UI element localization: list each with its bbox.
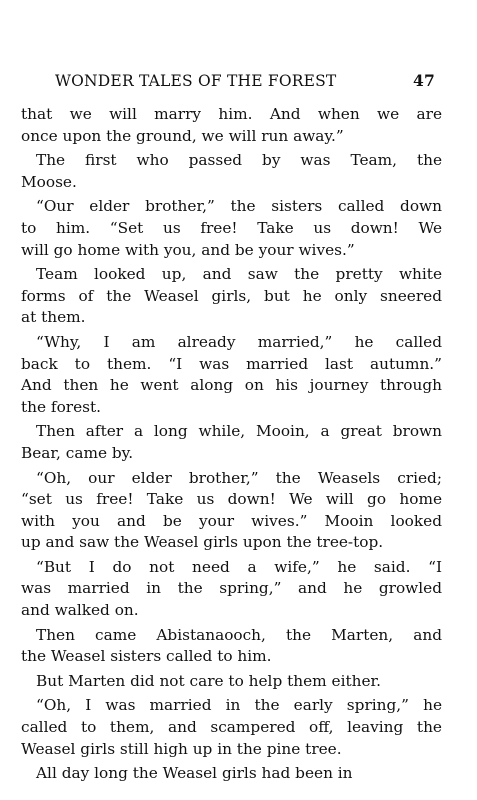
text-line: was married in the spring,” and he growled (21, 579, 442, 598)
text-line: The first who passed by was Team, the (36, 151, 442, 170)
text-line: to him. “Set us free! Take us down! We (21, 218, 442, 237)
text-line: Then came Abistanaooch, the Marten, and (36, 625, 442, 644)
text-line: “set us free! Take us down! We will go home (21, 490, 442, 509)
paragraph (21, 763, 442, 785)
text-line: “But I do not need a wife,” he said. “I (36, 557, 442, 576)
text-line: at them. (21, 308, 86, 327)
text-line: with you and be your wives.” Mooin looked (21, 511, 442, 530)
paragraph (21, 468, 442, 554)
paragraph (21, 264, 442, 329)
paragraph (21, 557, 442, 622)
text-line: “Oh, our elder brother,” the Weasels cried; (36, 468, 442, 487)
text-line: But Marten did not care to help them either. (36, 671, 382, 690)
text-line: And then he went along on his journey through (21, 376, 442, 395)
text-line: “Why, I am already married,” he called (36, 332, 442, 351)
paragraph (21, 421, 442, 464)
text-line: up and saw the Weasel girls upon the tree-top. (21, 533, 384, 552)
text-line: called to them, and scampered off, leaving the (21, 718, 442, 737)
text-line: Team looked up, and saw the pretty white (36, 265, 442, 284)
paragraph (21, 695, 442, 760)
text-line: Weasel girls still high up in the pine tree. (21, 739, 342, 758)
text-line: All day long the Weasel girls had been in (36, 764, 353, 783)
text-line: back to them. “I was married last autumn.” (21, 354, 442, 373)
paragraph (21, 150, 442, 193)
running-title: WONDER TALES OF THE FOREST (55, 72, 337, 90)
text-line: the Weasel sisters called to him. (21, 647, 272, 666)
paragraph (21, 332, 442, 418)
text-line: “Oh, I was married in the early spring,” he (36, 696, 442, 715)
page-number: 47 (413, 71, 435, 90)
text-line: that we will marry him. And when we are (21, 105, 442, 123)
text-line: forms of the Weasel girls, but he only sneered (21, 286, 442, 305)
text-line: and walked on. (21, 601, 139, 620)
text-line: once upon the ground, we will run away.” (21, 126, 344, 145)
running-header (55, 71, 435, 90)
text-line: the forest. (21, 397, 102, 416)
text-line: Moose. (21, 172, 77, 191)
text-line: Bear, came by. (21, 443, 134, 462)
text-line: will go home with you, and be your wives.” (21, 240, 355, 259)
paragraph (21, 625, 442, 668)
text-line: Then after a long while, Mooin, a great brown (36, 422, 442, 441)
paragraph (21, 671, 442, 693)
body-text (21, 104, 442, 785)
text-line: “Our elder brother,” the sisters called down (36, 197, 442, 216)
paragraph (21, 196, 442, 261)
paragraph (21, 104, 442, 147)
